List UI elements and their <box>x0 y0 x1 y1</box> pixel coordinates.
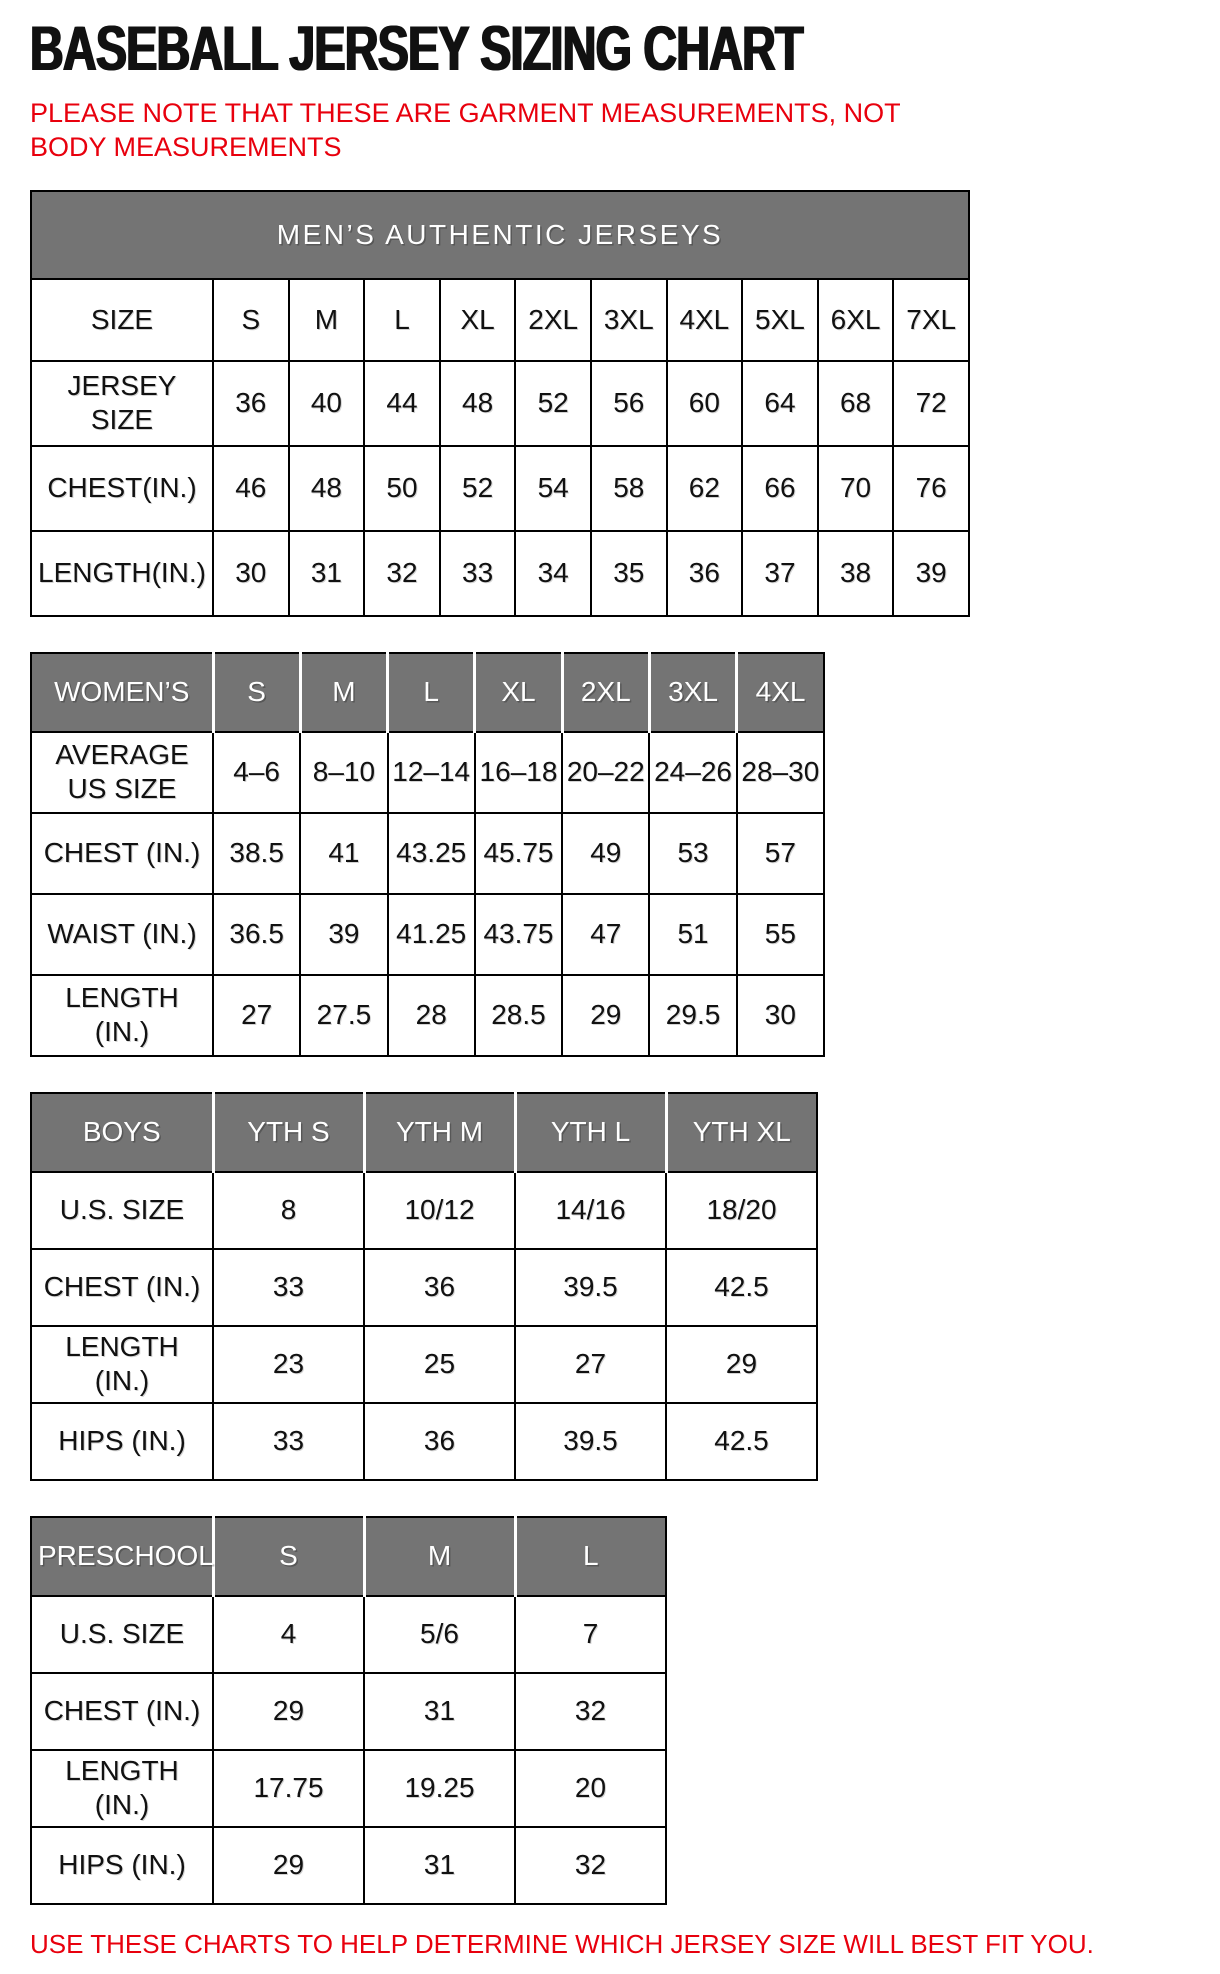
table-row <box>31 1249 817 1326</box>
cell-value: 41 <box>300 813 387 894</box>
column-header: YTH S <box>213 1093 364 1172</box>
cell-value: 41.25 <box>388 894 475 975</box>
preschool-sizing-table <box>30 1516 667 1905</box>
column-header: 4XL <box>737 653 824 732</box>
cell-value: 66 <box>742 446 818 531</box>
row-label: CHEST (IN.) <box>31 1673 213 1750</box>
column-header: 3XL <box>649 653 736 732</box>
cell-value: 42.5 <box>666 1403 817 1480</box>
cell-value: 4 <box>213 1596 364 1673</box>
cell-value: 29 <box>666 1326 817 1403</box>
column-header: SIZE <box>31 279 213 361</box>
cell-value: 42.5 <box>666 1249 817 1326</box>
cell-value: 5/6 <box>364 1596 515 1673</box>
cell-value: 39 <box>893 531 969 616</box>
cell-value: 33 <box>213 1249 364 1326</box>
column-header: XL <box>440 279 516 361</box>
table-row <box>31 1596 666 1673</box>
table-row <box>31 1172 817 1249</box>
cell-value: 24–26 <box>649 732 736 813</box>
row-label: LENGTH (IN.) <box>31 975 213 1056</box>
column-header: 5XL <box>742 279 818 361</box>
row-label: HIPS (IN.) <box>31 1403 213 1480</box>
footer-note: USE THESE CHARTS TO HELP DETERMINE WHICH JERSEY SIZE WILL BEST FIT YOU. <box>30 1928 1094 1959</box>
row-label: AVERAGE US SIZE <box>31 732 213 813</box>
cell-value: 4–6 <box>213 732 300 813</box>
measurement-note: PLEASE NOTE THAT THESE ARE GARMENT MEASUREMENTS, NOT BODY MEASUREMENTS <box>30 98 901 163</box>
table-row <box>31 1673 666 1750</box>
cell-value: 31 <box>364 1827 515 1904</box>
column-header: S <box>213 653 300 732</box>
cell-value: 48 <box>440 361 516 446</box>
cell-value: 52 <box>440 446 516 531</box>
womens-sizing-table <box>30 652 825 1057</box>
cell-value: 44 <box>364 361 440 446</box>
tables-area <box>30 190 1190 1905</box>
header-row <box>31 1093 817 1172</box>
cell-value: 20 <box>515 1750 666 1827</box>
cell-value: 17.75 <box>213 1750 364 1827</box>
column-header: 2XL <box>562 653 649 732</box>
header-row <box>31 653 824 732</box>
column-header: 3XL <box>591 279 667 361</box>
row-label: HIPS (IN.) <box>31 1827 213 1904</box>
column-header: 2XL <box>515 279 591 361</box>
row-label: CHEST(IN.) <box>31 446 213 531</box>
cell-value: 37 <box>742 531 818 616</box>
cell-value: 43.75 <box>475 894 562 975</box>
row-label: LENGTH (IN.) <box>31 1750 213 1827</box>
row-label: WAIST (IN.) <box>31 894 213 975</box>
cell-value: 76 <box>893 446 969 531</box>
column-header: YTH L <box>515 1093 666 1172</box>
column-header: M <box>300 653 387 732</box>
cell-value: 20–22 <box>562 732 649 813</box>
column-header: 7XL <box>893 279 969 361</box>
column-header: M <box>364 1517 515 1596</box>
row-label: U.S. SIZE <box>31 1172 213 1249</box>
cell-value: 19.25 <box>364 1750 515 1827</box>
cell-value: 28 <box>388 975 475 1056</box>
cell-value: 58 <box>591 446 667 531</box>
table-row <box>31 446 969 531</box>
cell-value: 36 <box>364 1403 515 1480</box>
table-row <box>31 1750 666 1827</box>
table-row <box>31 732 824 813</box>
cell-value: 32 <box>515 1673 666 1750</box>
table-row <box>31 1403 817 1480</box>
table-row <box>31 361 969 446</box>
column-header: 6XL <box>818 279 894 361</box>
cell-value: 64 <box>742 361 818 446</box>
cell-value: 49 <box>562 813 649 894</box>
cell-value: 34 <box>515 531 591 616</box>
cell-value: 27 <box>515 1326 666 1403</box>
page-title-text: BASEBALL JERSEY SIZING CHART <box>30 14 803 84</box>
row-label: CHEST (IN.) <box>31 1249 213 1326</box>
cell-value: 56 <box>591 361 667 446</box>
column-header: YTH XL <box>666 1093 817 1172</box>
cell-value: 72 <box>893 361 969 446</box>
cell-value: 68 <box>818 361 894 446</box>
table-row <box>31 1827 666 1904</box>
column-header: M <box>289 279 365 361</box>
cell-value: 28–30 <box>737 732 824 813</box>
cell-value: 70 <box>818 446 894 531</box>
cell-value: 27 <box>213 975 300 1056</box>
row-label: LENGTH (IN.) <box>31 1326 213 1403</box>
page-title <box>30 16 1190 88</box>
boys-sizing-table <box>30 1092 818 1481</box>
cell-value: 43.25 <box>388 813 475 894</box>
cell-value: 14/16 <box>515 1172 666 1249</box>
table-row <box>31 894 824 975</box>
cell-value: 25 <box>364 1326 515 1403</box>
column-header: S <box>213 279 289 361</box>
cell-value: 36 <box>364 1249 515 1326</box>
cell-value: 8 <box>213 1172 364 1249</box>
column-header: L <box>364 279 440 361</box>
column-header: YTH M <box>364 1093 515 1172</box>
cell-value: 33 <box>440 531 516 616</box>
row-label: CHEST (IN.) <box>31 813 213 894</box>
row-label: JERSEY SIZE <box>31 361 213 446</box>
cell-value: 36.5 <box>213 894 300 975</box>
column-header: PRESCHOOL <box>31 1517 213 1596</box>
cell-value: 39 <box>300 894 387 975</box>
table-row <box>31 975 824 1056</box>
cell-value: 48 <box>289 446 365 531</box>
cell-value: 40 <box>289 361 365 446</box>
cell-value: 51 <box>649 894 736 975</box>
cell-value: 8–10 <box>300 732 387 813</box>
cell-value: 31 <box>364 1673 515 1750</box>
cell-value: 36 <box>667 531 743 616</box>
table-row <box>31 813 824 894</box>
cell-value: 39.5 <box>515 1403 666 1480</box>
column-header: S <box>213 1517 364 1596</box>
column-header: 4XL <box>667 279 743 361</box>
cell-value: 47 <box>562 894 649 975</box>
cell-value: 30 <box>737 975 824 1056</box>
table-banner: MEN’S AUTHENTIC JERSEYS <box>31 191 969 279</box>
cell-value: 29.5 <box>649 975 736 1056</box>
column-header: L <box>515 1517 666 1596</box>
cell-value: 30 <box>213 531 289 616</box>
table-row <box>31 531 969 616</box>
column-header: L <box>388 653 475 732</box>
cell-value: 7 <box>515 1596 666 1673</box>
column-header: WOMEN’S <box>31 653 213 732</box>
column-header: XL <box>475 653 562 732</box>
cell-value: 53 <box>649 813 736 894</box>
cell-value: 54 <box>515 446 591 531</box>
cell-value: 28.5 <box>475 975 562 1056</box>
cell-value: 60 <box>667 361 743 446</box>
cell-value: 29 <box>562 975 649 1056</box>
cell-value: 12–14 <box>388 732 475 813</box>
cell-value: 45.75 <box>475 813 562 894</box>
cell-value: 23 <box>213 1326 364 1403</box>
mens-sizing-table <box>30 190 970 617</box>
cell-value: 16–18 <box>475 732 562 813</box>
cell-value: 39.5 <box>515 1249 666 1326</box>
cell-value: 35 <box>591 531 667 616</box>
cell-value: 57 <box>737 813 824 894</box>
cell-value: 46 <box>213 446 289 531</box>
row-label: U.S. SIZE <box>31 1596 213 1673</box>
cell-value: 10/12 <box>364 1172 515 1249</box>
header-row <box>31 1517 666 1596</box>
cell-value: 52 <box>515 361 591 446</box>
cell-value: 38 <box>818 531 894 616</box>
cell-value: 32 <box>515 1827 666 1904</box>
cell-value: 50 <box>364 446 440 531</box>
cell-value: 55 <box>737 894 824 975</box>
cell-value: 29 <box>213 1827 364 1904</box>
row-label: LENGTH(IN.) <box>31 531 213 616</box>
cell-value: 18/20 <box>666 1172 817 1249</box>
column-header: BOYS <box>31 1093 213 1172</box>
cell-value: 27.5 <box>300 975 387 1056</box>
cell-value: 32 <box>364 531 440 616</box>
cell-value: 36 <box>213 361 289 446</box>
header-row <box>31 279 969 361</box>
table-row <box>31 1326 817 1403</box>
cell-value: 31 <box>289 531 365 616</box>
banner-row <box>31 191 969 279</box>
cell-value: 38.5 <box>213 813 300 894</box>
cell-value: 62 <box>667 446 743 531</box>
cell-value: 29 <box>213 1673 364 1750</box>
cell-value: 33 <box>213 1403 364 1480</box>
